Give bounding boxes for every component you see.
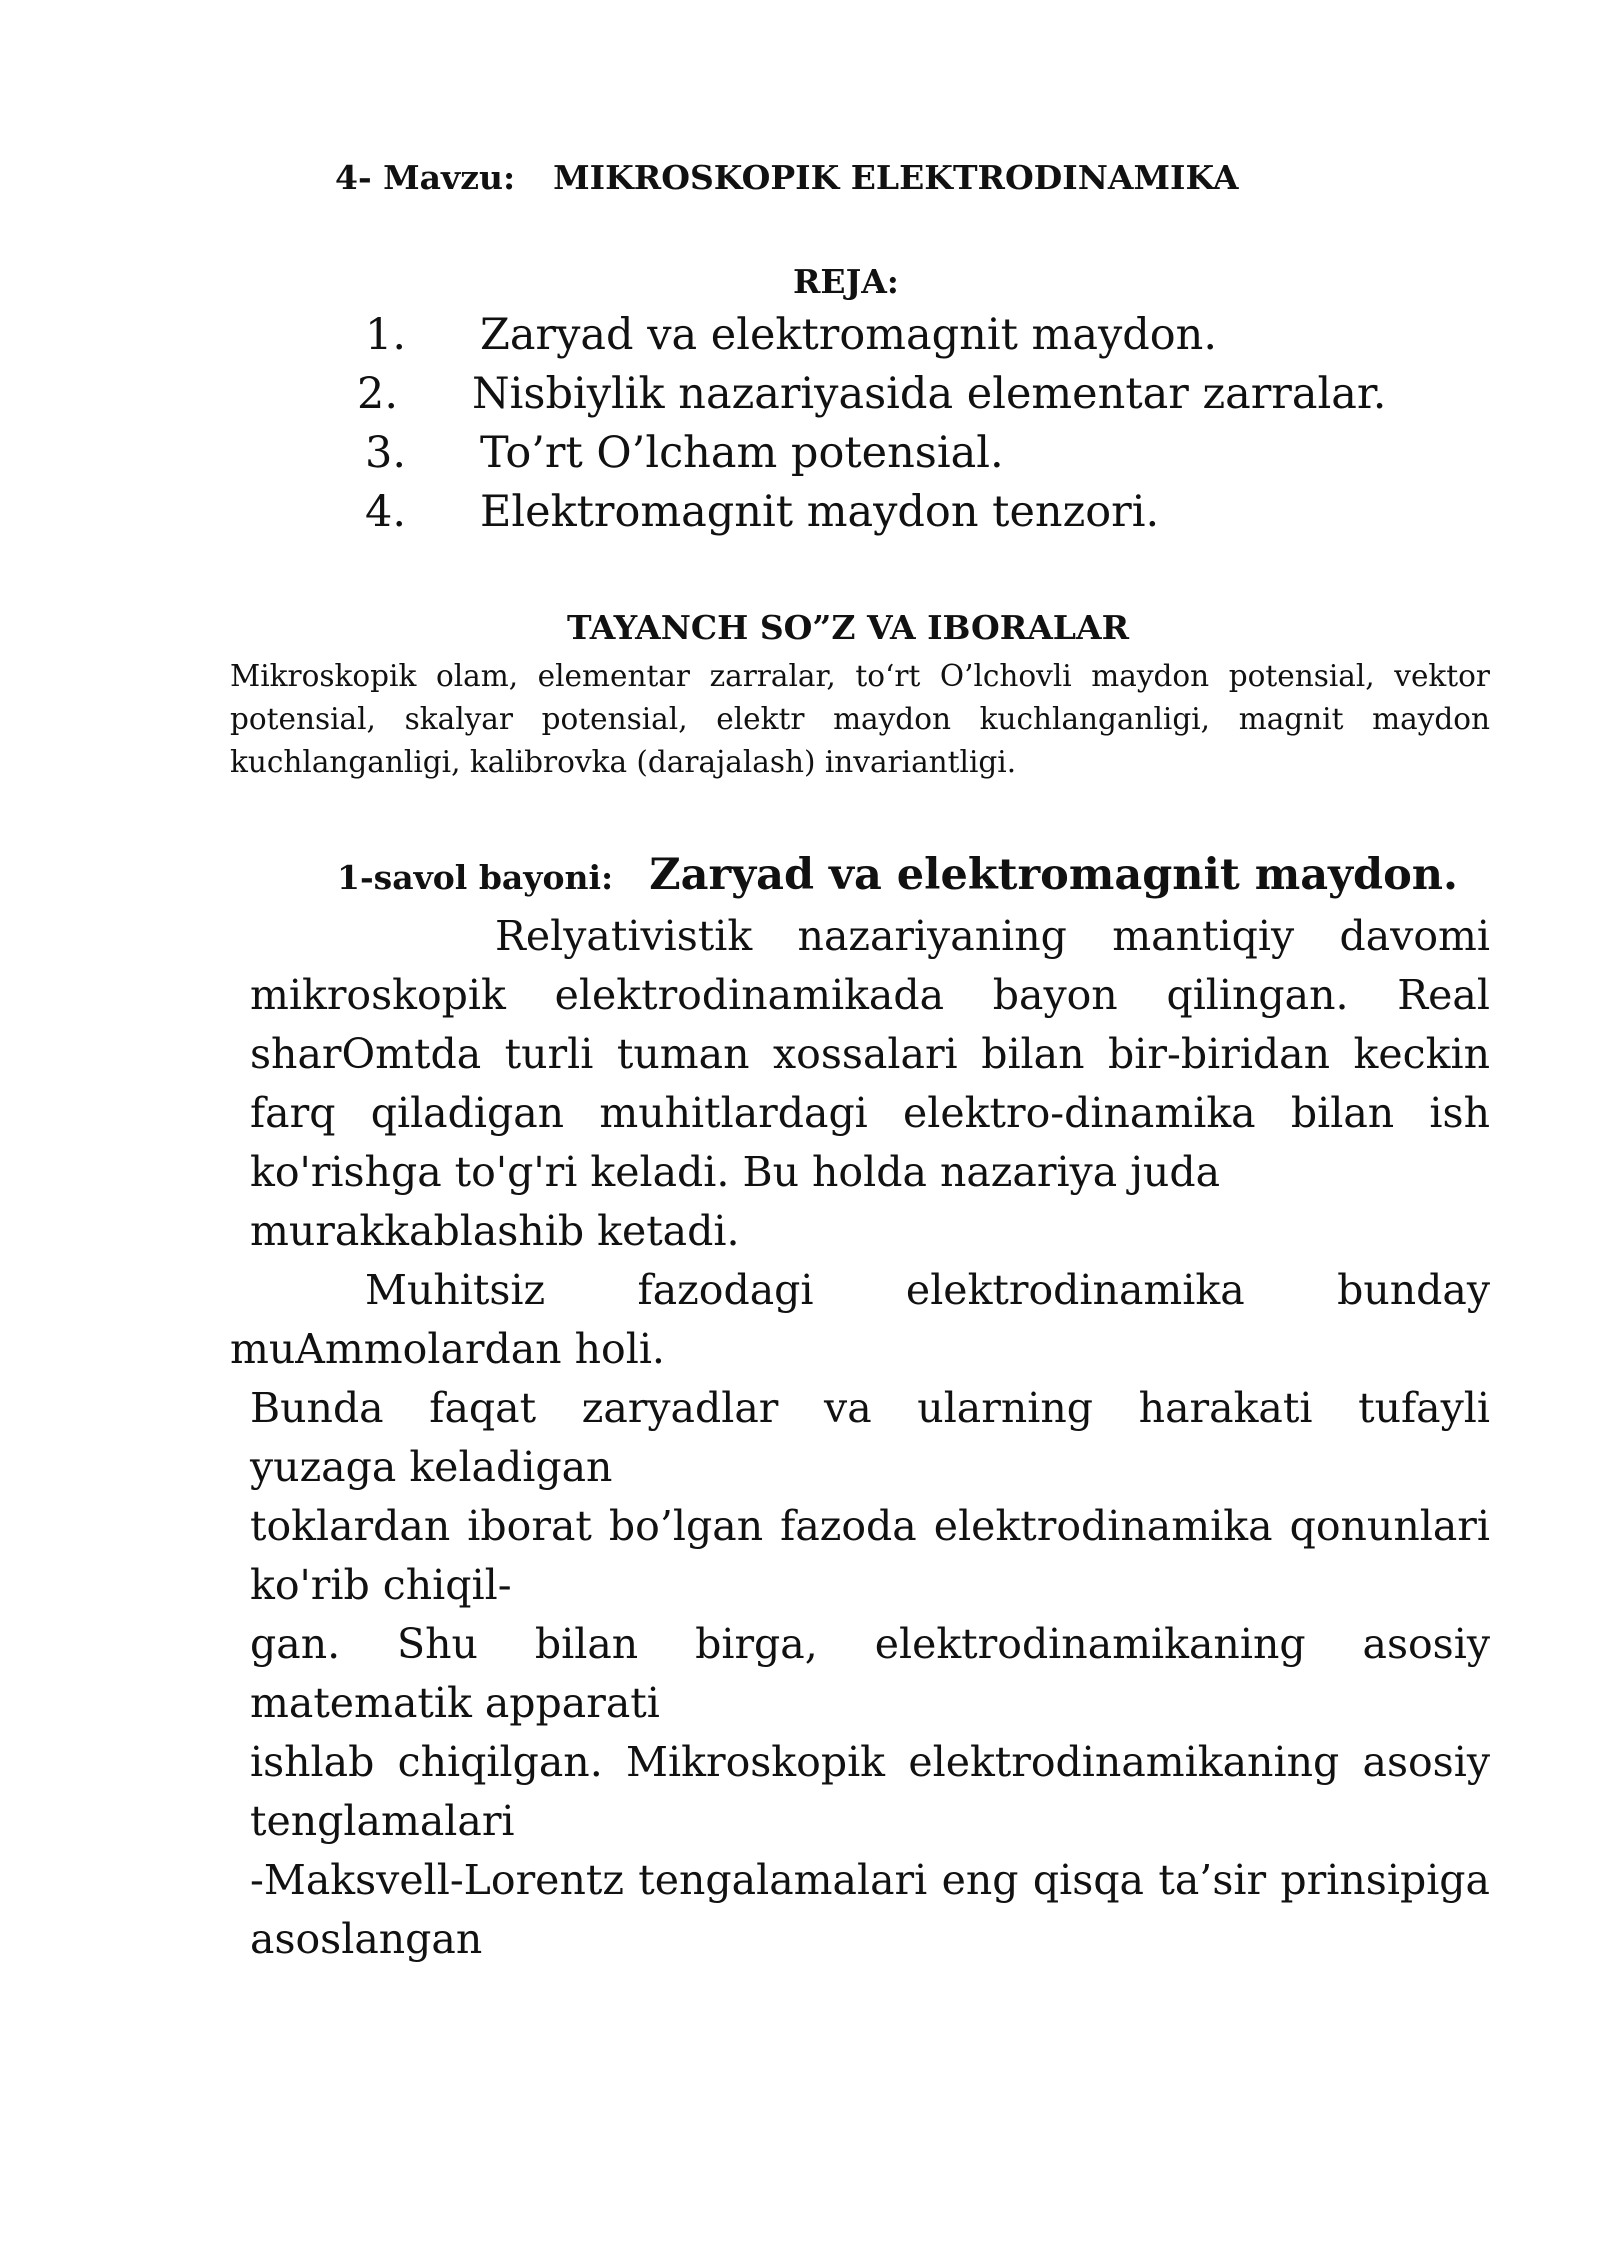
body-line: farq qiladigan muhitlardagi elektro-dinamika bilan ish	[250, 1089, 1490, 1137]
topic-heading	[335, 158, 1238, 197]
topic-label: 4- Mavzu:	[335, 158, 516, 197]
body-line: mikroskopik elektrodinamikada bayon qilingan. Real	[250, 971, 1490, 1019]
topic-title: MIKROSKOPIK ELEKTRODINAMIKA	[553, 158, 1239, 197]
body-line: ishlab chiqilgan. Mikroskopik elektrodinamikaning asosiy	[250, 1738, 1490, 1786]
body-line: Relyativistik nazariyaning mantiqiy davomi	[495, 912, 1490, 960]
body-line: Bunda faqat zaryadlar va ularning harakati tufayli	[250, 1384, 1490, 1432]
body-line: -Maksvell-Lorentz tengalamalari eng qisqa ta’sir prinsipiga	[250, 1856, 1490, 1904]
plan-item-text: Elektromagnit maydon tenzori.	[480, 487, 1160, 537]
question-title: Zaryad va elektromagnit maydon.	[649, 850, 1459, 900]
plan-item-text: Zaryad va elektromagnit maydon.	[480, 310, 1218, 360]
body-line: tenglamalari	[250, 1797, 515, 1845]
plan-item-number: 4.	[365, 487, 407, 537]
body-line: ko'rishga to'g'ri keladi. Bu holda nazariya juda	[250, 1148, 1221, 1196]
keywords-text: Mikroskopik olam, elementar zarralar, to‘rt O’lchovli maydon potensial, vektor potensial, skalyar potensial, elektr maydon kuchlanganligi, magnit maydon kuchlanganligi, kalibrovka (darajalash) invariantligi.	[230, 659, 1490, 779]
body-line: asoslangan	[250, 1915, 483, 1963]
body-line: yuzaga keladigan	[250, 1443, 613, 1491]
plan-item-text: Nisbiylik nazariyasida elementar zarralar.	[472, 369, 1387, 419]
body-line: toklardan iborat bo’lgan fazoda elektrodinamika qonunlari	[250, 1502, 1490, 1550]
question-heading	[337, 850, 1458, 900]
plan-item-text: To’rt O’lcham potensial.	[480, 428, 1004, 478]
body-line: murakkablashib ketadi.	[250, 1207, 740, 1255]
plan-item-number: 3.	[365, 428, 407, 478]
body-line: sharOmtda turli tuman xossalari bilan bir-biridan keckin	[250, 1030, 1490, 1078]
plan-heading: REJA:	[793, 262, 899, 301]
body-line: Muhitsiz fazodagi elektrodinamika bunday	[365, 1266, 1490, 1314]
keywords-heading: TAYANCH SO”Z VA IBORALAR	[566, 608, 1130, 647]
question-label: 1-savol bayoni:	[337, 858, 614, 897]
body-line: gan. Shu bilan birga, elektrodinamikaning asosiy	[250, 1620, 1490, 1668]
body-line: matematik apparati	[250, 1679, 660, 1727]
body-line: ko'rib chiqil-	[250, 1561, 512, 1609]
plan-item-number: 2.	[357, 369, 399, 419]
plan-item-number: 1.	[365, 310, 407, 360]
body-line: muAmmolardan holi.	[230, 1325, 665, 1373]
